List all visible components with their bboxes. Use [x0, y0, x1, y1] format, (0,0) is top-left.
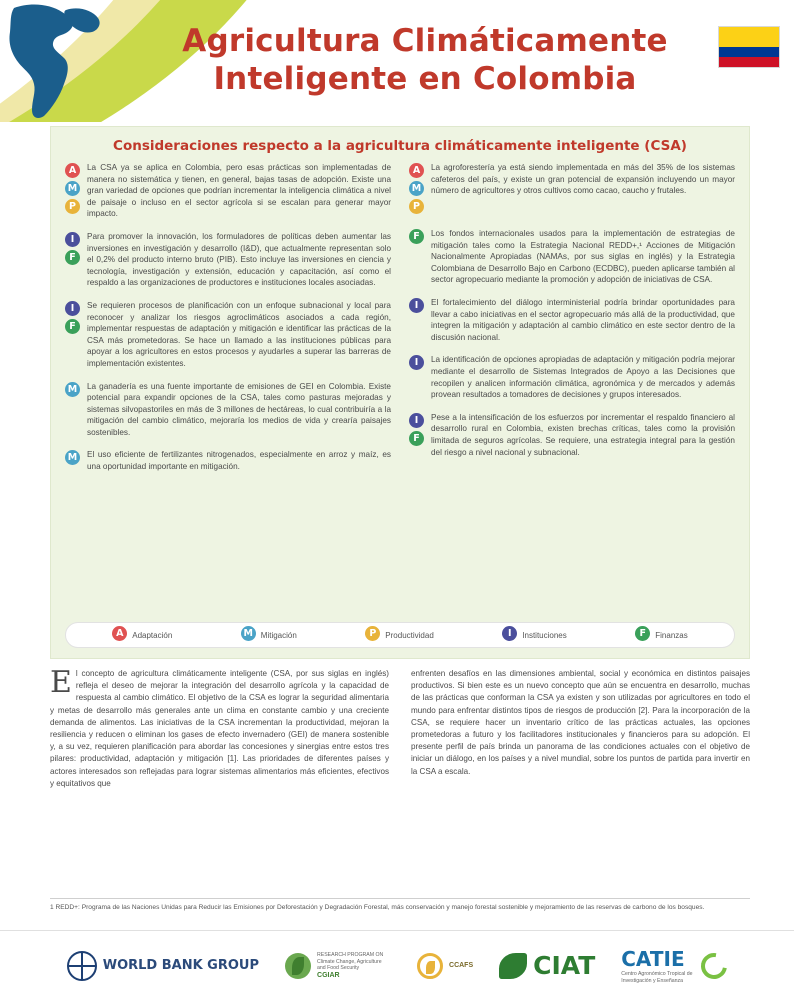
title-line-1: Agricultura Climáticamente	[182, 23, 668, 59]
drop-cap: E	[50, 665, 72, 700]
ccafs-sublabel: RESEARCH PROGRAM ON Climate Change, Agriculture and Food Security	[317, 952, 384, 972]
footer-logos	[0, 930, 794, 1000]
badge-group	[409, 354, 431, 400]
legend-label: Mitigación	[260, 630, 297, 640]
badge-productividad: P	[365, 626, 380, 641]
intro-paragraph-1	[50, 665, 389, 790]
badge-finanzas: F	[65, 319, 80, 334]
badge-group	[409, 412, 431, 458]
ciat-label: CIAT	[533, 951, 596, 980]
title-line-2: Inteligente en Colombia	[213, 61, 637, 97]
cgiar-label: CGIAR	[317, 971, 340, 979]
swirl-icon	[696, 947, 732, 983]
intro-body-text	[50, 665, 750, 790]
considerations-panel	[50, 126, 750, 659]
ccaps-logo	[417, 953, 473, 979]
badge-adaptacion: A	[112, 626, 127, 641]
badge-mitigacion: M	[409, 181, 424, 196]
legend-item-adaptacion	[112, 626, 172, 644]
legend-label: Adaptación	[132, 630, 173, 640]
badge-group	[65, 162, 87, 220]
badge-group	[65, 300, 87, 370]
leaf-icon	[285, 953, 311, 979]
badge-instituciones: I	[409, 413, 424, 428]
consideration-text: El fortalecimiento del diálogo interministerial podría brindar oportunidades para llevar a cabo iniciativas en el sector agropecuario más allá de la productividad, que integren la mitigación y adaptación al cambio climático en este sector dentro de la discusión nacional.	[431, 297, 735, 342]
catie-logo	[621, 947, 727, 984]
badge-mitigacion: M	[65, 382, 80, 397]
badge-group	[409, 297, 431, 343]
badge-group	[409, 228, 431, 286]
badge-instituciones: I	[65, 232, 80, 247]
consideration-text: Se requieren procesos de planificación con un enfoque subnacional y local para reconocer y analizar los riesgos agroclimáticos asociados a cada región, implementar respuestas de adaptación y mitigación e identificar las prácticas de la CSA más prometedoras. Se hace un llamado a las instituciones públicas para apoyar a los agricultores en estos procesos y ayudarles a superar las barreras de implementación existentes.	[87, 300, 391, 368]
ccafs-logo	[285, 952, 391, 979]
legend-label: Finanzas	[655, 630, 688, 640]
flag-stripe-blue	[719, 47, 779, 57]
consideration-item	[65, 449, 391, 472]
world-bank-group-logo	[67, 951, 259, 981]
consideration-item	[409, 354, 735, 400]
panel-left-column	[65, 162, 391, 484]
badge-mitigacion: M	[241, 626, 256, 641]
badge-instituciones: I	[65, 301, 80, 316]
page-title	[160, 22, 690, 98]
badge-productividad: P	[409, 199, 424, 214]
badge-group	[65, 231, 87, 289]
consideration-item	[65, 300, 391, 370]
globe-icon	[67, 951, 97, 981]
consideration-item	[65, 381, 391, 439]
legend-label: Instituciones	[522, 630, 567, 640]
consideration-text: La CSA ya se aplica en Colombia, pero esas prácticas son implementadas de manera no sistemática y tienen, en general, bajas tasas de adopción. Existe una gran variedad de opciones que podrían incrementar la inteligencia climática a nivel de paisaje o incluso en el sector agrícola si se escalan para generar mayor impacto.	[87, 163, 391, 219]
badge-finanzas: F	[65, 250, 80, 265]
footnote: 1 REDD+: Programa de las Naciones Unidas para Reducir las Emisiones por Deforestación y Degradación Forestal, más conservación y manejo forestal sostenible y mejoramiento de las reservas de carbono de los bosques.	[50, 898, 750, 912]
badge-instituciones: I	[409, 355, 424, 370]
panel-columns	[51, 162, 749, 484]
consideration-text: La agroforestería ya está siendo implementada en más del 35% de los sistemas cafeteros del país, y existe un gran potencial de expansión incluyendo un mayor número de agricultores y otros cultivos como cacao, caucho y frutales.	[431, 163, 735, 196]
panel-title: Consideraciones respecto a la agricultura climáticamente inteligente (CSA)	[113, 138, 687, 154]
badge-adaptacion: A	[409, 163, 424, 178]
badge-finanzas: F	[409, 229, 424, 244]
circle-leaf-icon	[417, 953, 443, 979]
consideration-item	[65, 231, 391, 289]
badge-mitigacion: M	[65, 181, 80, 196]
badge-mitigacion: M	[65, 450, 80, 465]
badge-group	[65, 381, 87, 439]
badge-finanzas: F	[409, 431, 424, 446]
legend-item-mitigacion	[241, 626, 297, 644]
world-bank-group-label: WORLD BANK GROUP	[102, 958, 260, 973]
flag-stripe-yellow	[719, 27, 779, 47]
badge-instituciones: I	[502, 626, 517, 641]
consideration-text: El uso eficiente de fertilizantes nitrogenados, especialmente en arroz y maíz, es una oportunidad importante en mitigación.	[87, 450, 391, 472]
legend-label: Productividad	[385, 630, 434, 640]
badge-finanzas: F	[635, 626, 650, 641]
latin-america-map	[6, 0, 156, 122]
flag-stripe-red	[719, 57, 779, 67]
legend-item-instituciones	[502, 626, 566, 644]
panel-right-column	[409, 162, 735, 484]
ccaps-label: CCAFS	[449, 962, 474, 969]
legend	[65, 622, 735, 648]
page-header	[0, 0, 794, 122]
intro-paragraph-2: enfrenten desafíos en las dimensiones ambiental, social y económica en distintos paisajes productivos. Si bien este es un nuevo concepto que aún se encuentra en desarrollo, muchas de las prácticas que conforman la CSA ya existen y son utilizadas por agricultores en todo el mundo para enfrentar distintos tipos de riesgos de producción [2]. Para la incorporación de la CSA, se requiere hacer un inventario crítico de las prácticas actuales, las opciones prometedoras a futuro y los facilitadores institucionales y financieros para su adopción. El presente perfil de país brinda un panorama de las condiciones actuales con el objetivo de iniciar un diálogo, en los países y a nivel mundial, sobre los puntos de partida para invertir en la CSA a escala.	[411, 669, 750, 776]
consideration-item	[409, 297, 735, 343]
legend-item-productividad	[365, 626, 433, 644]
consideration-text: La identificación de opciones apropiadas de adaptación y mitigación podría mejorar mediante el desarrollo de Sistemas Integrados de Apoyo a las Decisiones que recopilen y analicen información climática, agronómica y de mercados y además provean resultados a tomadores de decisiones y grupos interesados.	[431, 355, 735, 400]
badge-productividad: P	[65, 199, 80, 214]
colombia-flag	[718, 26, 780, 68]
consideration-item	[65, 162, 391, 220]
consideration-text: Pese a la intensificación de los esfuerzos por incrementar el respaldo financiero al desarrollo rural en Colombia, existen brechas críticas, tales como la provisión limitada de seguros agrícolas. Se requiere, una estrategia integral para la gestión del riesgo a nivel nacional y subnacional.	[431, 412, 735, 457]
leaf-icon	[499, 953, 527, 979]
consideration-text: La ganadería es una fuente importante de emisiones de GEI en Colombia. Existe potencial para expandir opciones de la CSA, tales como pasturas mejoradas y sistemas silvopastoriles en más de 3 millones de hectáreas, lo cual contribuiría a la mitigación del cambio climático, mejoraría los medios de vida y crearía paisajes sostenibles.	[87, 381, 391, 437]
badge-group	[65, 449, 87, 472]
catie-label: CATIE	[621, 947, 685, 971]
consideration-item	[409, 412, 735, 458]
catie-sublabel: Centro Agronómico Tropical de Investigación y Enseñanza	[621, 971, 693, 984]
badge-adaptacion: A	[65, 163, 80, 178]
intro-paragraph-1-text: l concepto de agricultura climáticamente inteligente (CSA, por sus siglas en inglés) refleja el deseo de mejorar la integración del desarrollo agrícola y la capacidad de respuesta al cambio climático. El objetivo de la CSA es lograr la seguridad alimentaria y metas de desarrollo más generales ante un clima en constante cambio y una creciente demanda de alimentos. Las iniciativas de la CSA incrementan la productividad, mejoran la resiliencia y reducen o eliminan los gases de efecto invernadero (GEI) de manera sostenible y, a su vez, requieren planificación para abordar las concesiones y sinergias entre estos tres pilares: productividad, adaptación y mitigación [1]. Las prioridades de diferentes países y actores interesados son reflejadas para lograr sistemas alimentarios más eficientes, efectivos y equitativos que	[50, 669, 389, 788]
consideration-item	[409, 228, 735, 286]
badge-instituciones: I	[409, 298, 424, 313]
consideration-text: Para promover la innovación, los formuladores de políticas deben aumentar las inversiones en investigación y desarrollo (I&D), que actualmente representan solo el 0,2% del producto interno bruto (PIB). Esto incluye las inversiones en ciencia y tecnología, investigación y extensión, educación y capacitación, así como el respaldo a las organizaciones de productores e instituciones locales asociadas.	[87, 231, 391, 288]
badge-group	[409, 162, 431, 217]
ciat-logo	[499, 951, 595, 980]
consideration-text: Los fondos internacionales usados para la implementación de estrategias de mitigación tales como la Estrategia Nacional REDD+,¹ Acciones de Mitigación Nacionalmente Apropiadas (NAMAs, por sus siglas en inglés) y la Estrategia Colombiana de Desarrollo Bajo en Carbono (ECDBC), pueden aplicarse también al sector agropecuario mediante la promoción y adopción de iniciativas de CSA.	[431, 229, 735, 285]
consideration-item	[409, 162, 735, 217]
legend-item-finanzas	[635, 626, 687, 644]
